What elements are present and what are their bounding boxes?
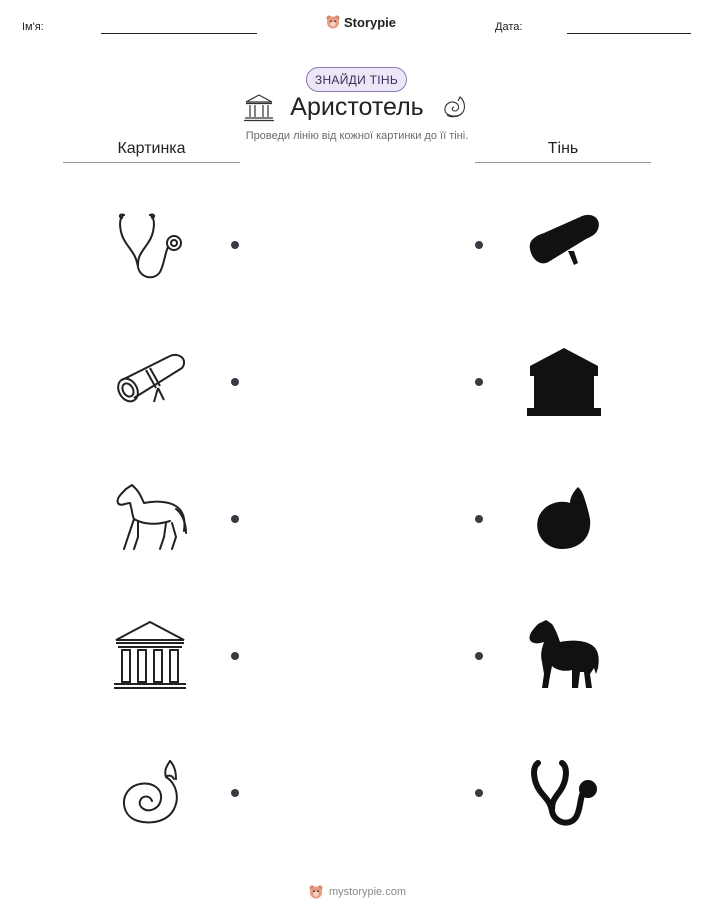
date-field-line[interactable]: [567, 33, 691, 34]
page-title: Аристотель: [290, 93, 424, 121]
picture-snail-shell-icon: [110, 753, 190, 833]
picture-greek-temple-icon: [110, 616, 190, 696]
shadow-snail-shell-icon: [524, 479, 604, 559]
left-connection-dot[interactable]: [231, 515, 239, 523]
column-title-shadows: Тінь: [547, 140, 579, 157]
right-connection-dot[interactable]: [475, 378, 483, 386]
left-connection-dot[interactable]: [231, 378, 239, 386]
shadow-stethoscope-icon: [524, 753, 604, 833]
left-connection-dot[interactable]: [231, 789, 239, 797]
footer-website: mystorypie.com: [328, 886, 407, 898]
shadow-horse-icon: [524, 616, 604, 696]
picture-horse-icon: [110, 479, 190, 559]
right-connection-dot[interactable]: [475, 789, 483, 797]
left-connection-dot[interactable]: [231, 652, 239, 660]
date-label: Дата:: [495, 21, 523, 33]
footer: [0, 884, 714, 900]
name-field-line[interactable]: [101, 33, 257, 34]
picture-scroll-icon: [110, 342, 190, 422]
shadow-scroll-icon: [524, 205, 604, 285]
shadow-greek-temple-icon: [524, 342, 604, 422]
column-title-pictures: Картинка: [117, 140, 186, 157]
column-divider-left: [63, 162, 240, 163]
left-connection-dot[interactable]: [231, 241, 239, 249]
activity-badge: ЗНАЙДИ ТІНЬ: [306, 67, 407, 92]
shell-decor-icon: [441, 93, 469, 121]
right-connection-dot[interactable]: [475, 241, 483, 249]
brand-logo: [325, 14, 396, 30]
right-connection-dot[interactable]: [475, 515, 483, 523]
column-divider-right: [475, 162, 651, 163]
brand-name: Storypie: [344, 14, 397, 30]
bear-mascot-icon: [325, 14, 341, 30]
picture-stethoscope-icon: [110, 205, 190, 285]
name-label: Ім'я:: [22, 21, 44, 33]
instruction-text: Проведи лінію від кожної картинки до її тіні.: [245, 130, 469, 142]
right-connection-dot[interactable]: [475, 652, 483, 660]
bear-mascot-footer-icon: [308, 884, 324, 900]
